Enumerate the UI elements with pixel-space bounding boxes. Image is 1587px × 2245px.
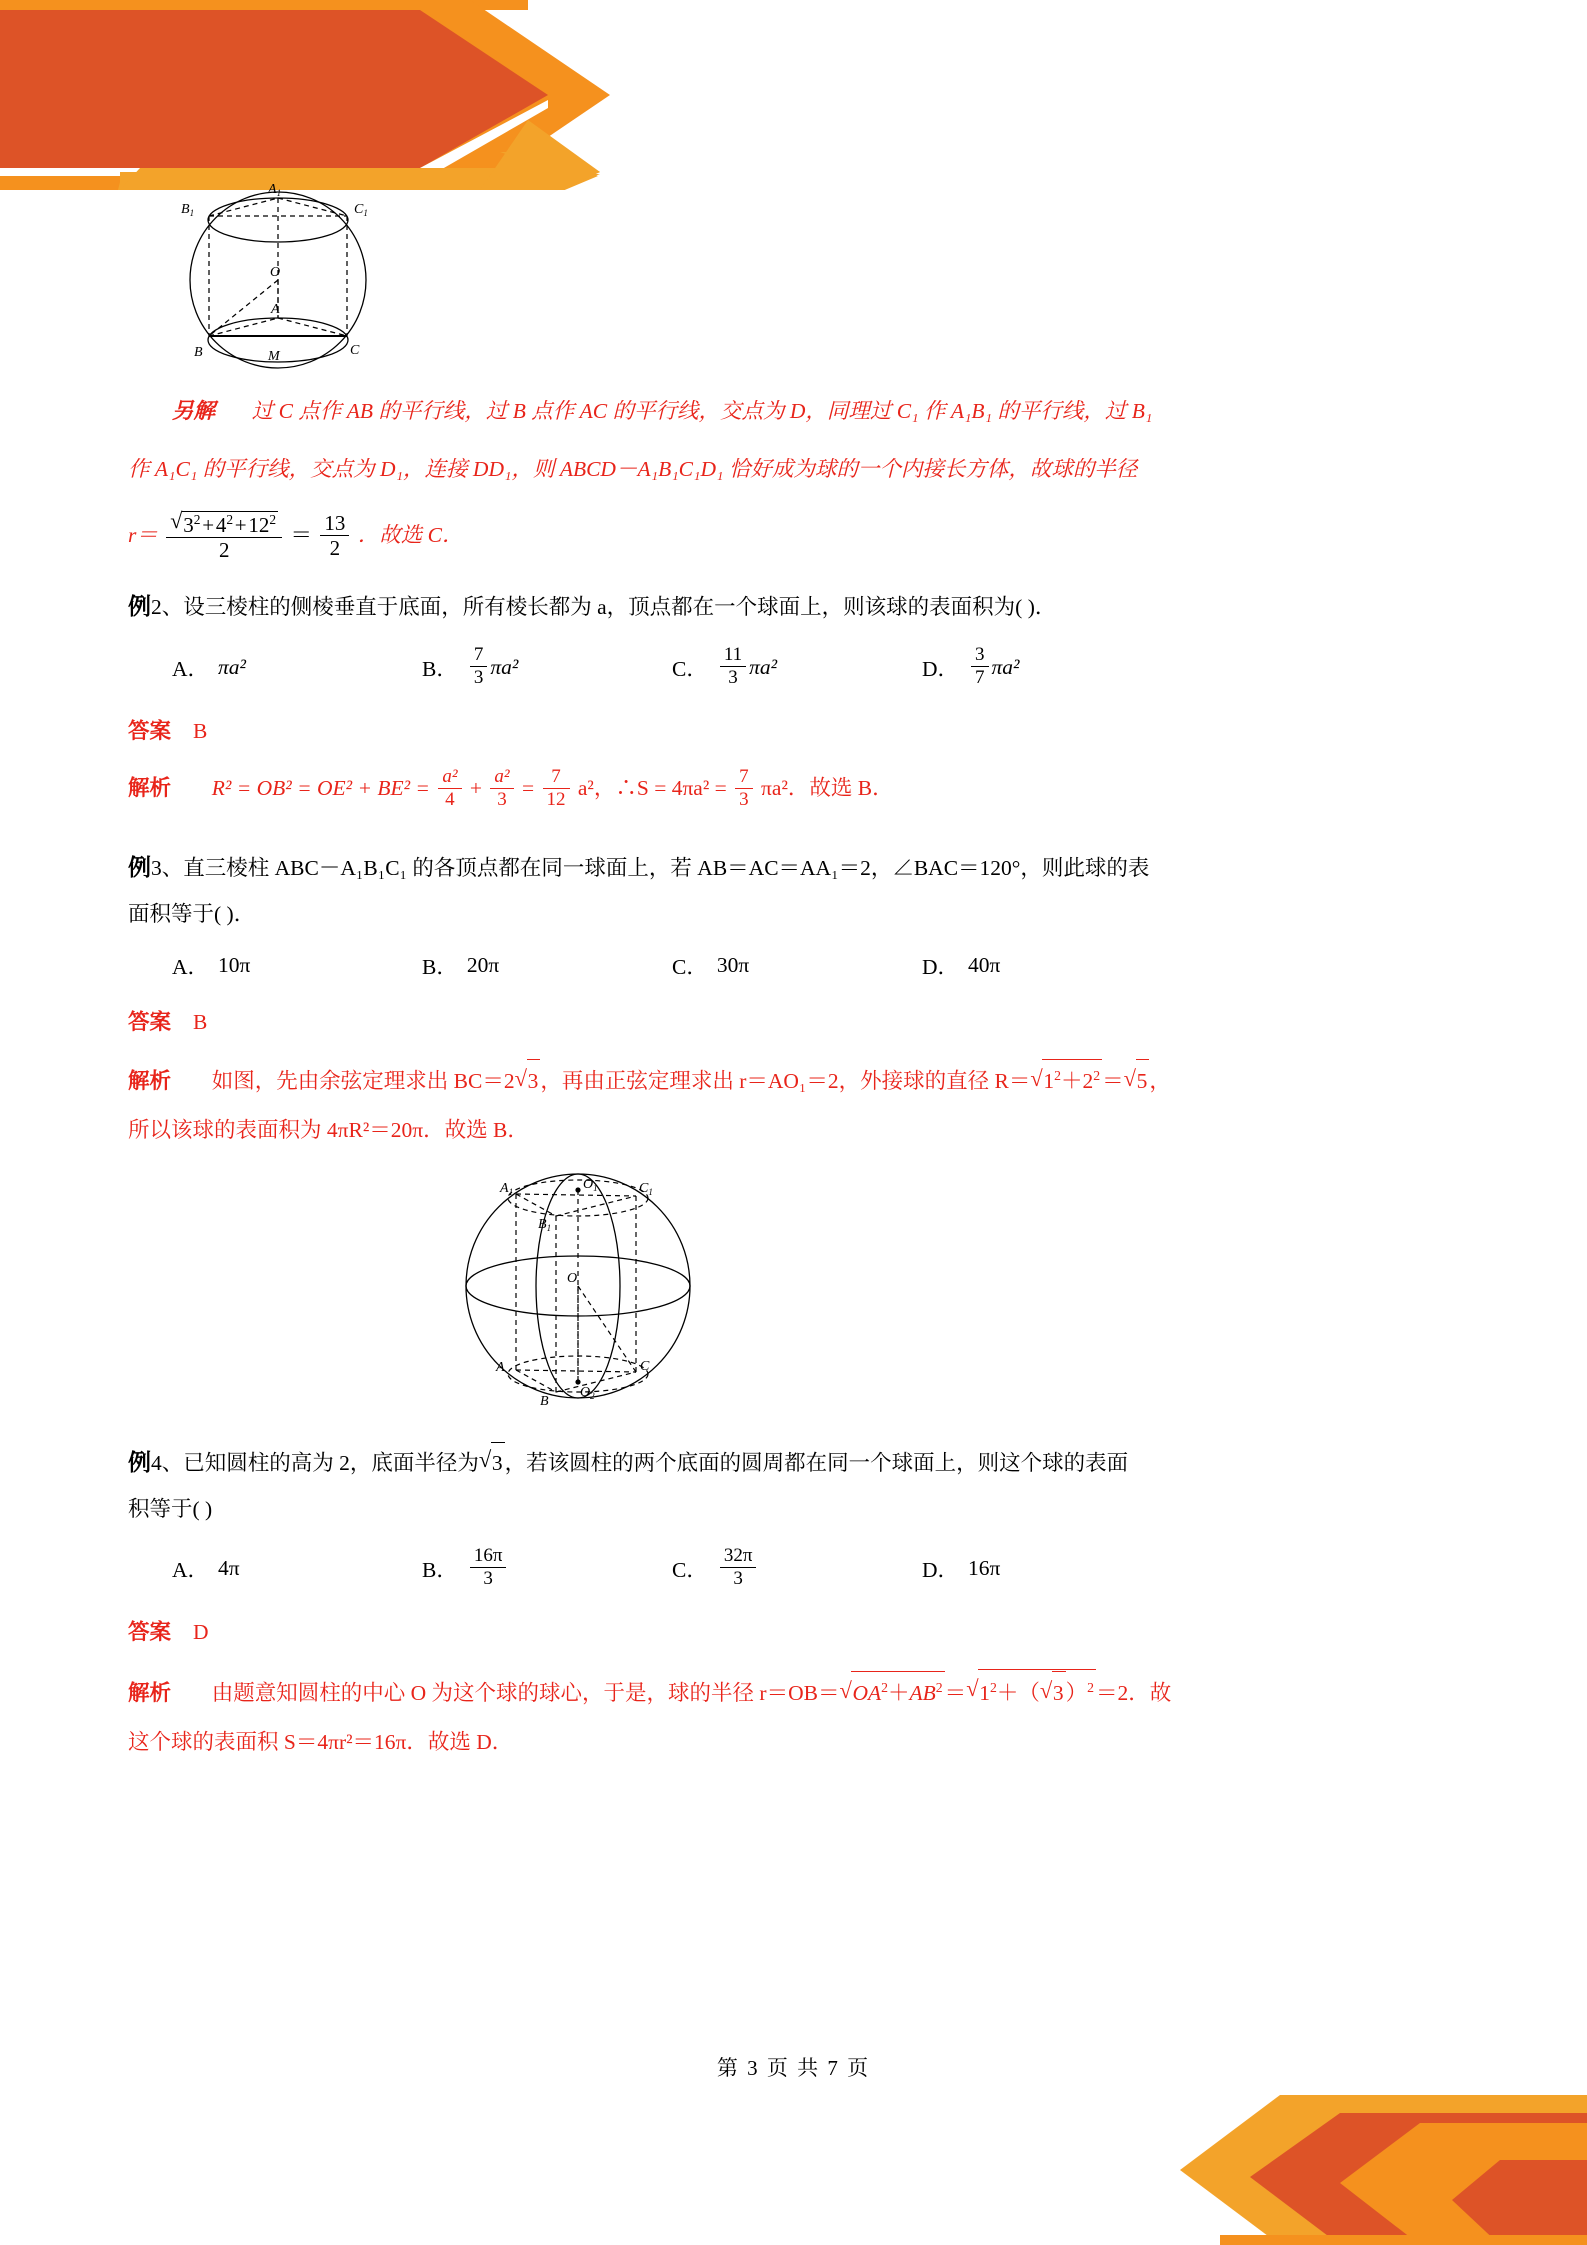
option-c[interactable]	[672, 1546, 922, 1591]
analysis-frac-2-num: a²	[490, 766, 513, 789]
svg-text:O2: $O_2$	[580, 1385, 595, 1402]
example-4-answer	[128, 1615, 1453, 1646]
option-d[interactable]	[922, 950, 1172, 981]
option-b[interactable]	[422, 950, 672, 981]
example-3-analysis-line-1	[128, 1058, 1453, 1103]
analysis-3-a: 如图，先由余弦定理求出 BC＝2	[211, 1069, 515, 1094]
sqrt-3-3-content: 5	[1136, 1059, 1150, 1103]
option-d-letter: D．	[922, 656, 960, 681]
answer-label: 答案	[128, 1619, 172, 1644]
analysis-4-a: 由题意知圆柱的中心 O 为这个球的球心，于是，球的半径 r＝OB＝	[211, 1680, 840, 1705]
option-b-value: 20π	[466, 953, 500, 978]
option-b-den: 3	[483, 1567, 493, 1589]
example-4-analysis-line-1	[128, 1668, 1453, 1715]
page-footer: 第 3 页 共 7 页	[716, 2056, 871, 2080]
example-4-text-a: 已知圆柱的高为 2，底面半径为	[183, 1451, 479, 1476]
alt-solution-text-2: 作 A₁C₁ 的平行线，交点为 D₁，连接 DD₁，则 ABCD－A₁B₁C₁D₁ 恰好成为球的一个内接长方体，故球的半径	[128, 456, 1138, 481]
option-b-letter: B．	[422, 656, 458, 681]
option-c-den: 3	[728, 666, 738, 688]
analysis-label: 解析	[128, 775, 172, 800]
example-3-answer	[128, 1005, 1453, 1036]
option-c-letter: C．	[672, 656, 708, 681]
option-d-suffix: πa²	[991, 654, 1020, 679]
figure-2-container	[428, 1166, 1587, 1411]
svg-text:C1: $C_1$	[639, 1181, 653, 1198]
analysis-frac-3	[543, 766, 570, 811]
alt-solution-line-2	[128, 449, 1453, 491]
option-c-den: 3	[733, 1567, 743, 1589]
formula-fraction-1	[166, 510, 282, 562]
option-d[interactable]	[922, 1546, 1172, 1591]
analysis-frac-2-den: 3	[497, 789, 507, 811]
sqrt-4-1	[479, 1441, 505, 1484]
option-d-num: 3	[971, 644, 989, 667]
analysis-frac-3-den: 12	[546, 789, 566, 811]
analysis-label: 解析	[128, 1680, 172, 1705]
alt-solution-formula	[128, 511, 1453, 563]
option-d-fraction	[971, 644, 989, 689]
analysis-frac-3-num: 7	[543, 766, 570, 789]
svg-text:B: B	[540, 1394, 549, 1410]
option-c-letter: C．	[672, 1557, 708, 1582]
analysis-3-b: ，再由正弦定理求出 r＝AO₁＝2，外接球的直径 R＝	[540, 1069, 1031, 1094]
sqrt-3-2	[1030, 1058, 1102, 1103]
example-2-tag: 例	[128, 594, 151, 620]
sqrt-3-1	[515, 1058, 541, 1103]
header-decoration	[0, 0, 1587, 190]
example-4-heading	[128, 1441, 1453, 1485]
example-4-tag: 例	[128, 1450, 151, 1476]
alt-solution-text-1: 过 C 点作 AB 的平行线，过 B 点作 AC 的平行线，交点为 D，同理过 C₁ 作 A₁B₁ 的平行线，过 B₁	[251, 399, 1153, 423]
option-c-value: 30π	[716, 953, 750, 978]
option-a[interactable]	[172, 950, 422, 981]
analysis-label: 解析	[128, 1069, 172, 1094]
example-4-analysis-line-2	[128, 1721, 1453, 1764]
sphere-circumscribing-prism-2	[428, 1166, 728, 1411]
example-2-analysis	[128, 767, 1453, 812]
option-b-num: 7	[470, 644, 488, 667]
example-4-heading-2	[128, 1489, 1453, 1530]
example-3-text-1: 直三棱柱 ABC－A₁B₁C₁ 的各顶点都在同一球面上，若 AB＝AC＝AA₁＝2，∠BAC＝120°，则此球的表	[183, 855, 1150, 880]
sphere-circumscribing-prism-1	[158, 180, 418, 375]
analysis-3-c: ＝	[1102, 1069, 1124, 1094]
option-a-letter: A．	[172, 656, 210, 681]
sqrt-4-3	[966, 1668, 1096, 1715]
option-c[interactable]	[672, 645, 922, 690]
sqrt-3-2-content: $1^2+2^2$	[1042, 1059, 1102, 1103]
option-b-letter: B．	[422, 1557, 458, 1582]
option-d[interactable]	[922, 645, 1172, 690]
answer-label: 答案	[128, 1010, 172, 1035]
option-c-num: 11	[720, 644, 746, 667]
example-4-text-b: ，若该圆柱的两个底面的圆周都在同一个球面上，则这个球的表面	[504, 1451, 1129, 1476]
analysis-frac-1	[438, 766, 461, 811]
sqrt-4-3-content: $1^2+$（ √ 3）$^2$	[978, 1669, 1096, 1715]
example-3-heading	[128, 846, 1453, 890]
option-d-den: 7	[975, 666, 985, 688]
svg-text:C: C	[640, 1359, 650, 1375]
option-b-letter: B．	[422, 955, 458, 980]
option-b-suffix: πa²	[490, 654, 519, 679]
footer-decoration	[0, 2065, 1587, 2245]
formula-denominator-1: 2	[218, 537, 230, 562]
sqrt-4-1-content: 3	[491, 1442, 505, 1484]
alt-solution-line-1	[128, 391, 1453, 433]
example-4-number: 4、	[151, 1451, 184, 1476]
option-a[interactable]	[172, 1546, 422, 1591]
sqrt-4-2	[839, 1670, 944, 1715]
svg-text:O: O	[270, 265, 281, 280]
option-b-den: 3	[473, 666, 484, 688]
example-3-options	[128, 950, 1453, 981]
analysis-frac-2	[490, 766, 513, 811]
analysis-3-line2: 所以该球的表面积为 4πR²＝20π．故选 B．	[128, 1118, 529, 1143]
option-b-fraction	[470, 644, 488, 689]
analysis-part-3: πa²．故选 B．	[761, 775, 894, 800]
svg-text:B1: $B_1$	[181, 202, 195, 218]
sqrt-3-3	[1124, 1058, 1150, 1103]
analysis-3-d: ，	[1149, 1069, 1171, 1094]
example-3-number: 3、	[151, 855, 184, 880]
option-b-num: 16π	[470, 1545, 507, 1568]
formula-lead: r＝	[128, 522, 158, 547]
svg-text:A: A	[496, 1360, 505, 1376]
analysis-part-1: R² = OB² = OE² + BE² =	[211, 775, 430, 800]
alt-solution-tag: 另解	[172, 399, 216, 423]
example-2-text: 设三棱柱的侧棱垂直于底面，所有棱长都为 a，顶点都在一个球面上，则该球的表面积为( )．	[183, 595, 1057, 620]
analysis-frac-4-num: 7	[735, 766, 753, 789]
option-a-value: 10π	[218, 953, 251, 978]
answer-value: B	[193, 718, 208, 743]
svg-text:C: C	[350, 343, 360, 358]
svg-text:A1: $A_1$	[268, 182, 282, 198]
figure-1-container	[158, 180, 1483, 375]
svg-text:M: M	[268, 349, 280, 364]
option-c-fraction	[720, 1545, 757, 1590]
option-c-num: 32π	[720, 1545, 757, 1568]
example-2-number: 2、	[151, 595, 184, 620]
formula-tail: ．故选 C．	[357, 522, 464, 547]
svg-text:O1: $O_1$	[583, 1177, 598, 1194]
analysis-frac-4-den: 3	[739, 789, 749, 811]
svg-text:B1: $B_1$	[538, 1217, 552, 1234]
svg-text:C1: $C_1$	[354, 202, 368, 218]
option-d-letter: D．	[922, 1557, 960, 1582]
analysis-4-line2: 这个球的表面积 S＝4πr²＝16π．故选 D．	[128, 1729, 514, 1754]
example-2-answer	[128, 714, 1453, 745]
analysis-plus: +	[469, 775, 483, 800]
example-4-text-2: 积等于( )	[128, 1497, 213, 1522]
option-d-value: 16π	[968, 1555, 1001, 1580]
option-d-letter: D．	[922, 955, 960, 980]
option-a-letter: A．	[172, 955, 210, 980]
option-c-fraction	[720, 644, 746, 689]
option-a-value: 4π	[218, 1555, 240, 1580]
option-a[interactable]	[172, 645, 422, 690]
formula-fraction-2	[320, 511, 349, 560]
example-2-options	[128, 645, 1453, 690]
example-3-text-2: 面积等于( )．	[128, 901, 256, 926]
example-4-options	[128, 1546, 1453, 1591]
analysis-frac-1-den: 4	[445, 789, 455, 811]
answer-value: B	[193, 1010, 208, 1035]
formula-denominator-2: 2	[329, 536, 341, 561]
analysis-part-2: a²，∴S = 4πa² =	[577, 775, 727, 800]
analysis-4-b: ＝	[944, 1680, 967, 1705]
option-a-value: πa²	[218, 654, 246, 679]
option-b[interactable]	[422, 645, 672, 690]
svg-text:A: A	[271, 302, 280, 317]
option-b[interactable]	[422, 1546, 672, 1591]
option-c-suffix: πa²	[749, 654, 778, 679]
analysis-4-c: ＝2．故	[1095, 1680, 1172, 1705]
page-content	[128, 180, 1453, 1764]
formula-equals: ＝	[290, 522, 313, 547]
option-a-letter: A．	[172, 1557, 210, 1582]
example-2-heading	[128, 585, 1453, 629]
svg-text:O: O	[567, 1271, 578, 1287]
analysis-frac-1-num: a²	[438, 766, 461, 789]
sqrt-4-2-content: $OA^2+AB^2$	[851, 1671, 944, 1715]
svg-text:B: B	[194, 345, 203, 360]
formula-numerator-1: √ $3^2$ + $4^2$ + $12^2$	[166, 510, 282, 538]
answer-label: 答案	[128, 718, 172, 743]
sqrt-3-1-content: 3	[527, 1059, 541, 1103]
option-d-value: 40π	[968, 953, 1001, 978]
analysis-frac-4	[735, 766, 753, 811]
answer-value: D	[193, 1619, 209, 1644]
example-3-heading-2	[128, 894, 1453, 935]
example-3-tag: 例	[128, 854, 151, 880]
option-b-fraction	[470, 1545, 507, 1590]
option-c-letter: C．	[672, 955, 708, 980]
analysis-eq-1: =	[521, 775, 535, 800]
formula-numerator-2: 13	[320, 511, 349, 536]
example-3-analysis-line-2	[128, 1109, 1453, 1152]
option-c[interactable]	[672, 950, 922, 981]
svg-text:A1: $A_1$	[500, 1181, 514, 1198]
